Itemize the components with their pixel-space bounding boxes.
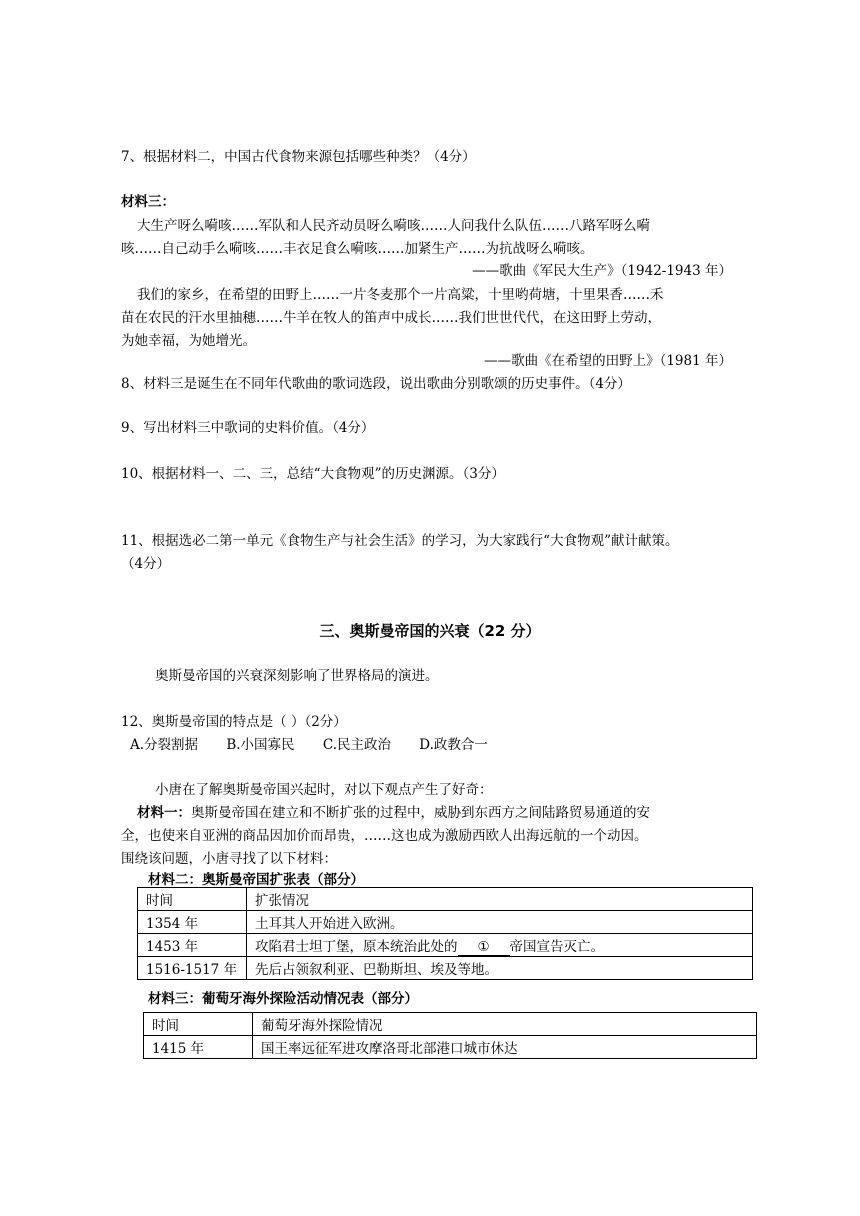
question-10: 10、根据材料一、二、三，总结“大食物观”的历史渊源。（3分） xyxy=(121,466,505,482)
question-11-line2: （4分） xyxy=(121,556,171,572)
option-d: D.政教合一 xyxy=(419,737,488,753)
material-3-song1-line1: 大生产呀么嗬咳……军队和人民齐动员呀么嗬咳……人问我什么队伍……八路军呀么嗬 xyxy=(137,218,650,234)
table-header-row xyxy=(138,888,753,911)
header-time: 时间 xyxy=(138,888,247,911)
question-8: 8、材料三是诞生在不同年代歌曲的歌词选段，说出歌曲分别歌颂的历史事件。（4分） xyxy=(121,376,631,392)
question-11-line1: 11、根据选必二第一单元《食物生产与社会生活》的学习，为大家践行“大食物观”献计献策。 xyxy=(121,533,679,549)
material-3-song2-line2: 苗在农民的汗水里抽穗……牛羊在牧人的笛声中成长……我们世世代代，在这田野上劳动， xyxy=(121,310,661,326)
material-2-title: 材料二：奥斯曼帝国扩张表（部分） xyxy=(148,872,364,888)
row-time: 1354 年 xyxy=(138,911,247,934)
table-row xyxy=(138,957,753,980)
header-time: 时间 xyxy=(144,1013,253,1036)
section-3-material-1-line1 xyxy=(137,801,650,821)
row-desc-after: 帝国宣告灭亡。 xyxy=(509,938,604,955)
row-desc-before: 攻陷君士坦丁堡，原本统治此处的 xyxy=(255,938,458,955)
table-header-row xyxy=(144,1013,757,1036)
row-time: 1516-1517 年 xyxy=(138,957,247,980)
section-3-material-1-line2: 全，也使来自亚洲的商品因加价而昂贵，……这也成为激励西欧人出海远航的一个动因。 xyxy=(121,828,648,844)
table-row xyxy=(138,934,753,957)
material-1-label: 材料一： xyxy=(137,805,191,821)
header-exploration: 葡萄牙海外探险情况 xyxy=(253,1013,757,1036)
material-3-song1-line2: 咳……自己动手么嗬咳……丰衣足食么嗬咳……加紧生产……为抗战呀么嗬咳。 xyxy=(121,241,594,257)
material-1-text: 奥斯曼帝国在建立和不断扩张的过程中，威胁到东西方之间陆路贸易通道的安 xyxy=(191,805,650,821)
question-12-options xyxy=(130,733,488,753)
table-row xyxy=(138,911,753,934)
option-c: C.民主政治 xyxy=(322,737,391,753)
row-desc xyxy=(247,934,753,957)
material-3-heading: 材料三： xyxy=(121,194,175,210)
question-7: 7、根据材料二，中国古代食物来源包括哪些种类？（4分） xyxy=(121,149,476,165)
row-time: 1415 年 xyxy=(144,1036,253,1059)
material-3-song1-source: ——歌曲《军民大生产》（1942-1943 年） xyxy=(472,263,732,279)
material-3-song2-line1: 我们的家乡，在希望的田野上……一片冬麦那个一片高粱，十里哟荷塘，十里果香……禾 xyxy=(137,287,664,303)
expansion-table xyxy=(137,887,753,980)
question-12: 12、奥斯曼帝国的特点是（ ）（2分） xyxy=(121,714,347,730)
fill-blank-1: ① xyxy=(458,940,510,956)
tang-intro: 小唐在了解奥斯曼帝国兴起时，对以下观点产生了好奇： xyxy=(155,782,493,798)
portugal-exploration-table xyxy=(143,1012,757,1059)
option-a: A.分裂割据 xyxy=(130,737,199,753)
row-desc: 土耳其人开始进入欧洲。 xyxy=(247,911,753,934)
material-3-song2-line3: 为她幸福，为她增光。 xyxy=(121,333,256,349)
question-9: 9、写出材料三中歌词的史料价值。（4分） xyxy=(121,420,375,436)
section-3-follow: 围绕该问题，小唐寻找了以下材料： xyxy=(121,851,337,867)
material-3-song2-source: ——歌曲《在希望的田野上》（1981 年） xyxy=(484,353,732,369)
option-b: B.小国寡民 xyxy=(226,737,295,753)
material-3-table-title: 材料三：葡萄牙海外探险活动情况表（部分） xyxy=(148,991,418,1007)
section-3-intro: 奥斯曼帝国的兴衰深刻影响了世界格局的演进。 xyxy=(155,668,439,684)
row-desc: 国王率远征军进攻摩洛哥北部港口城市休达 xyxy=(253,1036,757,1059)
row-desc: 先后占领叙利亚、巴勒斯坦、埃及等地。 xyxy=(247,957,753,980)
section-3-title: 三、奥斯曼帝国的兴衰（22 分） xyxy=(319,622,541,640)
row-time: 1453 年 xyxy=(138,934,247,957)
table-row xyxy=(144,1036,757,1059)
header-expansion: 扩张情况 xyxy=(247,888,753,911)
